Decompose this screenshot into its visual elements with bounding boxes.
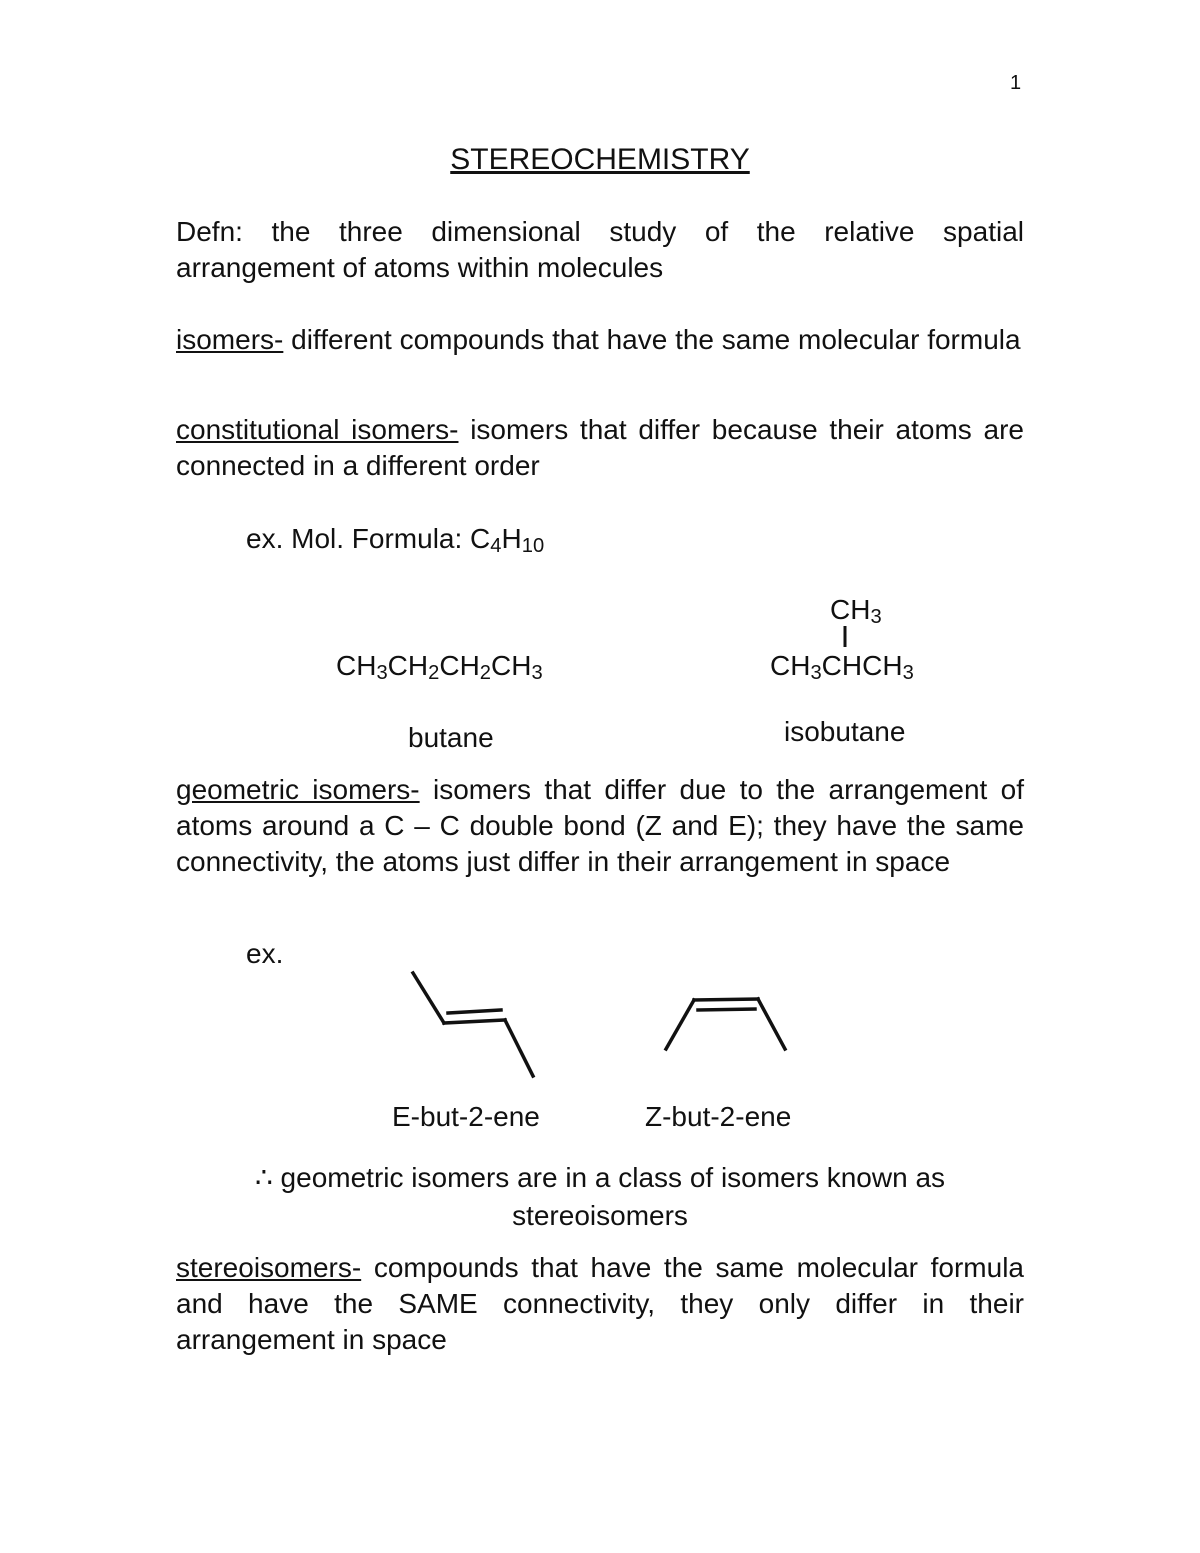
formula-part: CH <box>336 650 377 681</box>
conclusion-line-2: stereoisomers <box>512 1200 688 1231</box>
hydrogen-symbol: H <box>501 523 522 554</box>
formula-subscript: 2 <box>428 662 440 685</box>
formula-part: CH <box>387 650 429 681</box>
conclusion-text: geometric isomers are in a class of isomers known as <box>272 1162 946 1193</box>
example-prefix: ex. Mol. Formula: C <box>246 523 491 554</box>
formula-part: CH <box>830 594 871 625</box>
hydrogen-count: 10 <box>521 535 545 558</box>
stereoisomers-text: compounds that have the same molecular formula and have the SAME connectivity, they only differ in their arrangement in space <box>176 1252 1024 1355</box>
carbon-count: 4 <box>490 535 502 558</box>
formula-part: CH <box>439 650 480 681</box>
constitutional-isomers-text: isomers that differ because their atoms are connected in a different order <box>176 414 1024 481</box>
formula-subscript: 2 <box>479 662 492 685</box>
page-number: 1 <box>1010 72 1022 94</box>
formula-subscript: 3 <box>870 606 882 629</box>
formula-part: CH <box>491 650 532 681</box>
geometric-example-label: ex. <box>246 938 284 969</box>
formula-subscript: 3 <box>810 662 822 685</box>
geometric-isomers-term: geometric isomers- <box>176 774 420 805</box>
definition: Defn: the three dimensional study of the relative spatial arrangement of atoms within molecules <box>176 216 1024 283</box>
formula-subscript: 3 <box>376 662 388 685</box>
stereoisomers-definition <box>176 1250 1024 1358</box>
isomers-text: different compounds that have the same molecular formula <box>283 324 1021 355</box>
e-but-2-ene-label: E-but-2-ene <box>392 1101 540 1132</box>
z-but-2-ene-structure <box>666 999 785 1049</box>
z-but-2-ene-label: Z-but-2-ene <box>645 1101 792 1132</box>
formula-subscript: 3 <box>902 662 914 685</box>
therefore-symbol: ∴ <box>254 1162 273 1193</box>
isomers-term: isomers- <box>176 324 284 355</box>
butane-label: butane <box>408 722 494 753</box>
page-title: STEREOCHEMISTRY <box>450 143 750 176</box>
geometric-isomers-text: isomers that differ due to the arrangement of atoms around a C – C double bond (Z and E); they have the same connectivity, the atoms just differ in their arrangement in space <box>176 774 1025 877</box>
stereoisomers-term: stereoisomers- <box>176 1252 362 1283</box>
e-but-2-ene-structure <box>413 973 533 1076</box>
formula-part: CH <box>770 650 811 681</box>
formula-part: CHCH <box>821 650 903 681</box>
formula-subscript: 3 <box>531 662 543 685</box>
constitutional-isomers-term: constitutional isomers- <box>176 414 459 445</box>
isobutane-label: isobutane <box>784 716 906 747</box>
conclusion-line-1 <box>0 1160 1200 1196</box>
